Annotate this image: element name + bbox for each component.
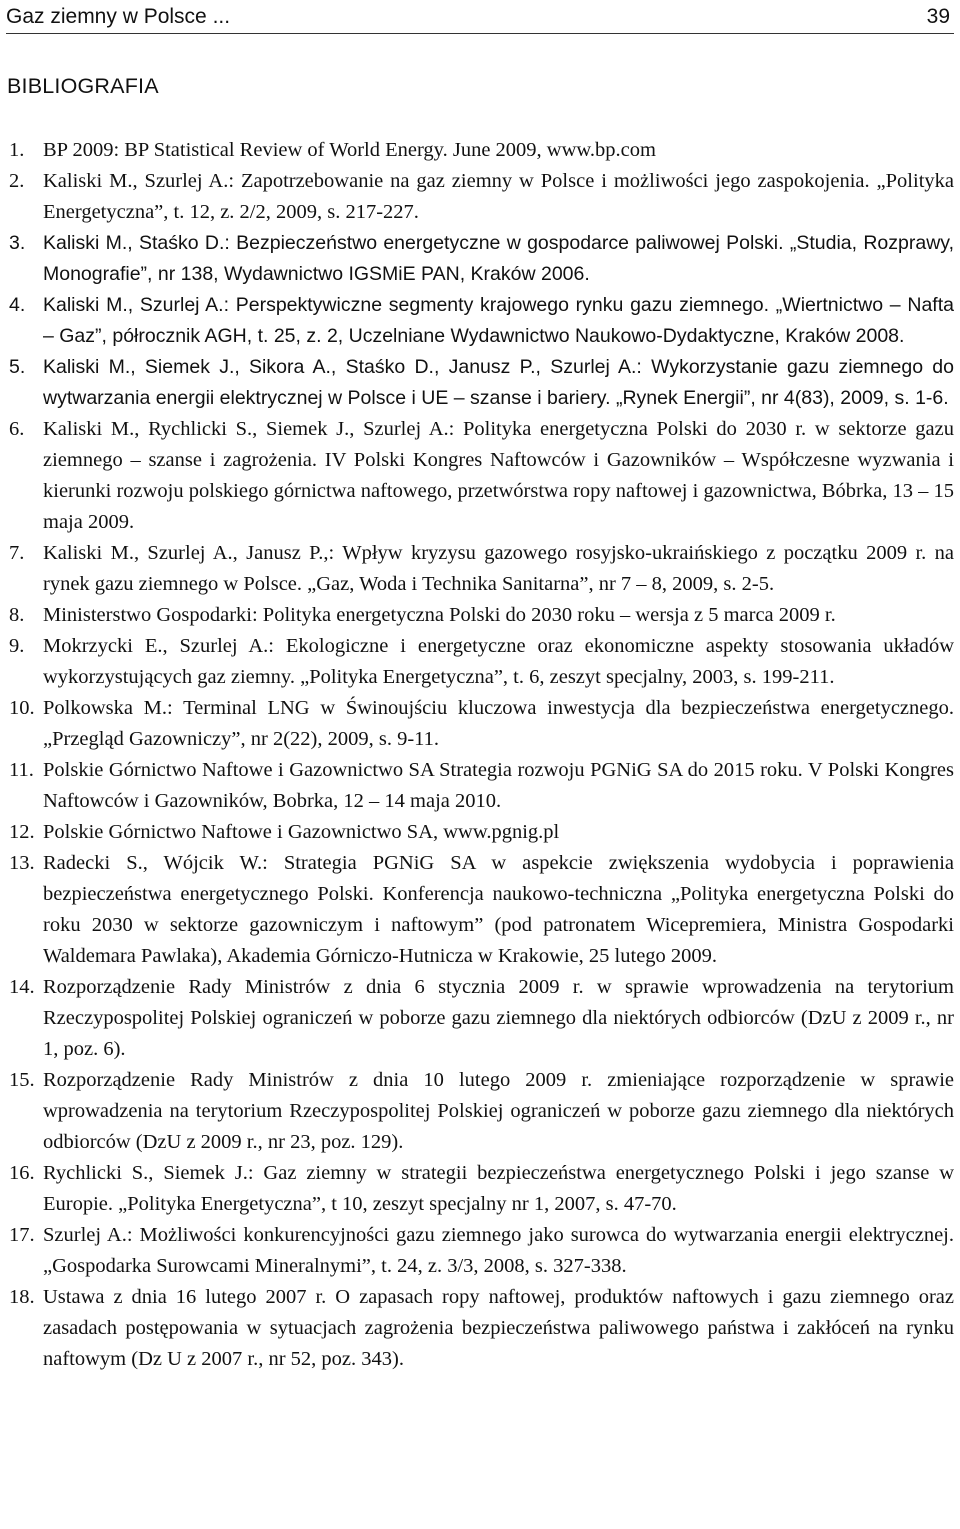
item-text: Ustawa z dnia 16 lutego 2007 r. O zapasach ropy naftowej, produktów naftowych i gazu ziemnego oraz zasadach postępowania w sytuacjach zagrożenia bezpieczeństwa paliwowego państwa i zakłóceń na rynku naftowym (Dz U z 2007 r., nr 52, poz. 343). — [43, 1286, 954, 1370]
bibliography-item — [8, 817, 954, 848]
item-number: 10. — [9, 697, 35, 719]
bibliography-item — [8, 1282, 954, 1375]
bibliography-item — [8, 1065, 954, 1158]
item-text: Kaliski M., Szurlej A.: Zapotrzebowanie na gaz ziemny w Polsce i możliwości jego zaspokojenia. „Polityka Energetyczna”, t. 12, z. 2/2, 2009, s. 217-227. — [43, 170, 954, 223]
item-text: Rozporządzenie Rady Ministrów z dnia 10 lutego 2009 r. zmieniające rozporządzenie w sprawie wprowadzenia na terytorium Rzeczypospolitej Polskiej ograniczeń w poborze gazu ziemnego dla niektórych odbiorców (DzU z 2009 r., nr 23, poz. 129). — [43, 1069, 954, 1153]
item-number: 18. — [9, 1286, 35, 1308]
item-text: Polskie Górnictwo Naftowe i Gazownictwo SA, www.pgnig.pl — [43, 821, 560, 843]
bibliography-item — [8, 693, 954, 755]
bibliography-item — [8, 352, 954, 414]
item-text: BP 2009: BP Statistical Review of World Energy. June 2009, www.bp.com — [43, 139, 656, 161]
item-text: Ministerstwo Gospodarki: Polityka energetyczna Polski do 2030 roku – wersja z 5 marca 2009 r. — [43, 604, 836, 626]
item-text: Kaliski M., Staśko D.: Bezpieczeństwo energetyczne w gospodarce paliwowej Polski. „Studia, Rozprawy, Monografie”, nr 138, Wydawnictwo IGSMiE PAN, Kraków 2006. — [43, 232, 954, 285]
item-number: 17. — [9, 1224, 35, 1246]
item-text: Kaliski M., Szurlej A., Janusz P.,: Wpływ kryzysu gazowego rosyjsko-ukraińskiego z początku 2009 r. na rynek gazu ziemnego w Polsce. „Gaz, Woda i Technika Sanitarna”, nr 7 – 8, 2009, s. 2-5. — [43, 542, 954, 595]
item-text: Kaliski M., Rychlicki S., Siemek J., Szurlej A.: Polityka energetyczna Polski do 2030 r. w sektorze gazu ziemnego – szanse i zagrożenia. IV Polski Kongres Naftowców i Gazowników – Współczesne wyzwania i kierunki rozwoju polskiego górnictwa naftowego, przetwórstwa ropy naftowej i gazownictwa, Bóbrka, 13 – 15 maja 2009. — [43, 418, 954, 533]
item-number: 7. — [9, 542, 25, 564]
item-number: 5. — [9, 356, 26, 378]
bibliography-item — [8, 972, 954, 1065]
item-text: Rychlicki S., Siemek J.: Gaz ziemny w strategii bezpieczeństwa energetycznego Polski i jego szanse w Europie. „Polityka Energetyczna”, t 10, zeszyt specjalny nr 1, 2007, s. 47-70. — [43, 1162, 954, 1215]
section-heading: BIBLIOGRAFIA — [7, 74, 159, 98]
item-text: Polkowska M.: Terminal LNG w Świnoujściu kluczowa inwestycja dla bezpieczeństwa energetycznego. „Przegląd Gazowniczy”, nr 2(22), 2009, s. 9-11. — [43, 697, 954, 750]
bibliography-item — [8, 135, 954, 166]
bibliography-item — [8, 414, 954, 538]
item-number: 2. — [9, 170, 25, 192]
item-number: 11. — [9, 759, 34, 781]
item-text: Kaliski M., Szurlej A.: Perspektywiczne segmenty krajowego rynku gazu ziemnego. „Wiertnictwo – Nafta – Gaz”, półrocznik AGH, t. 25, z. 2, Uczelniane Wydawnictwo Naukowo-Dydaktyczne, Kraków 2008. — [43, 294, 954, 347]
item-text: Rozporządzenie Rady Ministrów z dnia 6 stycznia 2009 r. w sprawie wprowadzenia na terytorium Rzeczypospolitej Polskiej ograniczeń w poborze gazu ziemnego dla niektórych odbiorców (DzU z 2009 r., nr 1, poz. 6). — [43, 976, 954, 1060]
item-text: Mokrzycki E., Szurlej A.: Ekologiczne i energetyczne oraz ekonomiczne aspekty stosowania układów wykorzystujących gaz ziemny. „Polityka Energetyczna”, t. 6, zeszyt specjalny, 2003, s. 199-211. — [43, 635, 954, 688]
bibliography-item — [8, 1158, 954, 1220]
bibliography-item — [8, 631, 954, 693]
item-number: 12. — [9, 821, 35, 843]
item-text: Szurlej A.: Możliwości konkurencyjności gazu ziemnego jako surowca do wytwarzania energii elektrycznej. „Gospodarka Surowcami Mineralnymi”, t. 24, z. 3/3, 2008, s. 327-338. — [43, 1224, 954, 1277]
item-number: 15. — [9, 1069, 35, 1091]
running-header — [6, 0, 954, 34]
bibliography-item — [8, 600, 954, 631]
running-header-title: Gaz ziemny w Polsce ... — [6, 5, 231, 28]
bibliography-item — [8, 848, 954, 972]
item-number: 3. — [9, 232, 26, 254]
bibliography-item — [8, 228, 954, 290]
item-number: 4. — [9, 294, 26, 316]
item-text: Polskie Górnictwo Naftowe i Gazownictwo SA Strategia rozwoju PGNiG SA do 2015 roku. V Polski Kongres Naftowców i Gazowników, Bobrka, 12 – 14 maja 2010. — [43, 759, 954, 812]
item-number: 8. — [9, 604, 25, 626]
page-number: 39 — [926, 5, 950, 28]
bibliography-item — [8, 755, 954, 817]
item-text: Radecki S., Wójcik W.: Strategia PGNiG SA w aspekcie zwiększenia wydobycia i poprawienia bezpieczeństwa energetycznego Polski. Konferencja naukowo-techniczna „Polityka energetyczna Polski do roku 2030 w sektorze gazowniczym i naftowym” (pod patronatem Wicepremiera, Ministra Gospodarki Waldemara Pawlaka), Akademia Górniczo-Hutnicza w Krakowie, 25 lutego 2009. — [43, 852, 954, 967]
item-number: 16. — [9, 1162, 35, 1184]
item-number: 14. — [9, 976, 35, 998]
bibliography-item — [8, 290, 954, 352]
bibliography-item — [8, 538, 954, 600]
item-text: Kaliski M., Siemek J., Sikora A., Staśko D., Janusz P., Szurlej A.: Wykorzystanie gazu ziemnego do wytwarzania energii elektrycznej w Polsce i UE – szanse i bariery. „Rynek Energii”, nr 4(83), 2009, s. 1-6. — [43, 356, 954, 409]
item-number: 6. — [9, 418, 25, 440]
bibliography-item — [8, 1220, 954, 1282]
item-number: 1. — [9, 139, 25, 161]
item-number: 13. — [9, 852, 35, 874]
item-number: 9. — [9, 635, 25, 657]
bibliography-list — [8, 135, 954, 1375]
bibliography-item — [8, 166, 954, 228]
